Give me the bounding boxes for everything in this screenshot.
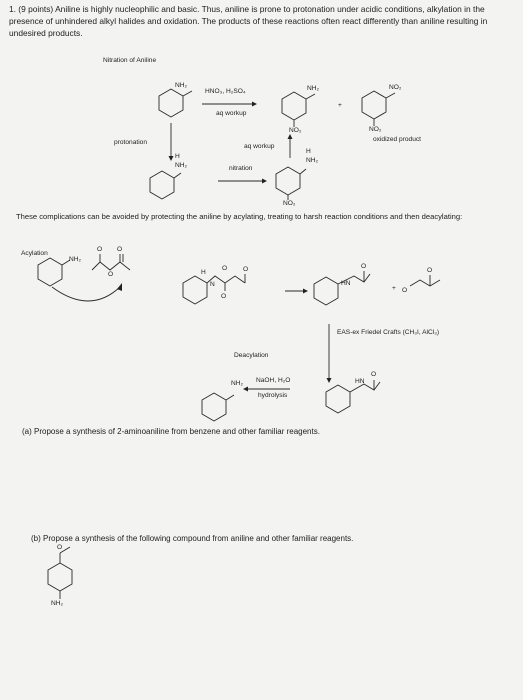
label-h-3: H [201,269,206,276]
label-no2-1: NO₂ [289,127,302,134]
toluidine-product [202,393,234,421]
label-n-1: N [210,281,215,288]
anilinium-structure [150,171,181,199]
curved-arrow [52,287,120,301]
label-protonation: protonation [114,139,147,146]
label-nh2-3: NH₂ [175,162,188,169]
label-o-2: O [117,246,123,253]
label-nh2-1: NH₂ [175,82,188,89]
acetic-anhydride [92,254,130,270]
label-deacylation: Deacylation [234,352,269,359]
acetanilide-methyl [326,380,380,413]
part-b-question: (b) Propose a synthesis of the following compound from aniline and other familiar reagents. [31,534,354,543]
label-acylation: Acylation [21,250,48,257]
label-o-10: O [371,371,377,378]
label-naoh: NaOH, H₂O [256,377,291,384]
label-o-4: O [222,265,228,272]
complication-text: These complications can be avoided by protecting the aniline by acylating, treating to harsh reaction conditions and then deacylating: [16,212,463,221]
acetanilide [314,271,370,305]
part-a-question: (a) Propose a synthesis of 2-aminoaniline from benzene and other familiar reagents. [22,427,320,436]
label-nitration: nitration [229,165,253,172]
acetate-ion [410,275,440,286]
label-o-7: O [361,263,367,270]
label-hn-1: HN [341,280,351,287]
label-hn-2: HN [355,378,365,385]
label-o-3: O [108,271,114,278]
label-o-9: O [427,267,433,274]
aniline-structure [159,89,192,117]
label-no2-3: NO₂ [369,126,382,133]
tetrahedral-intermediate [183,274,245,304]
label-o-11: O [57,544,63,551]
label-nh2-6: NH₂ [231,380,244,387]
nitro-anilinium-structure [276,167,306,200]
label-nh2-7: NH₂ [51,600,64,607]
label-o-1: O [97,246,103,253]
nitration-title: Nitration of Aniline [103,57,157,64]
label-plus-2: + [392,285,396,292]
label-h-1: H [175,153,180,160]
label-nh2-4: NH₂ [306,157,319,164]
label-no2-4: NO₂ [283,200,296,207]
label-h-2: H [306,148,311,155]
label-aq-workup-1: aq workup [216,110,247,117]
problem-intro: 1. (9 points) Aniline is highly nucleophilic and basic. Thus, aniline is prone to protonation under acidic conditions, alkylation in the presence of unhindered alkyl halides and oxidation. The products of these reactions often react differently than aniline resulting in undesired products. [9,4,488,38]
label-o-6: O [221,293,227,300]
label-o-8: O [402,287,408,294]
nitrobenzene-oxidized [362,91,395,126]
label-nh2-5: NH₂ [69,256,82,263]
nitro-aniline-meta [282,92,315,127]
label-eas: EAS-ex Friedel Crafts (CH₃I, AlCl₃) [337,329,440,336]
label-plus-1: + [338,102,342,109]
label-nh2-2: NH₂ [307,85,320,92]
label-hydrolysis: hydrolysis [258,392,288,399]
target-compound [48,547,72,599]
aniline-acyl-structure [38,258,70,286]
label-oxidized: oxidized product [373,136,422,143]
label-aq-workup-2: aq workup [244,143,275,150]
label-hno3: HNO₃, H₂SO₄ [205,88,246,95]
label-no2-2: NO₂ [389,84,402,91]
label-o-5: O [243,266,249,273]
